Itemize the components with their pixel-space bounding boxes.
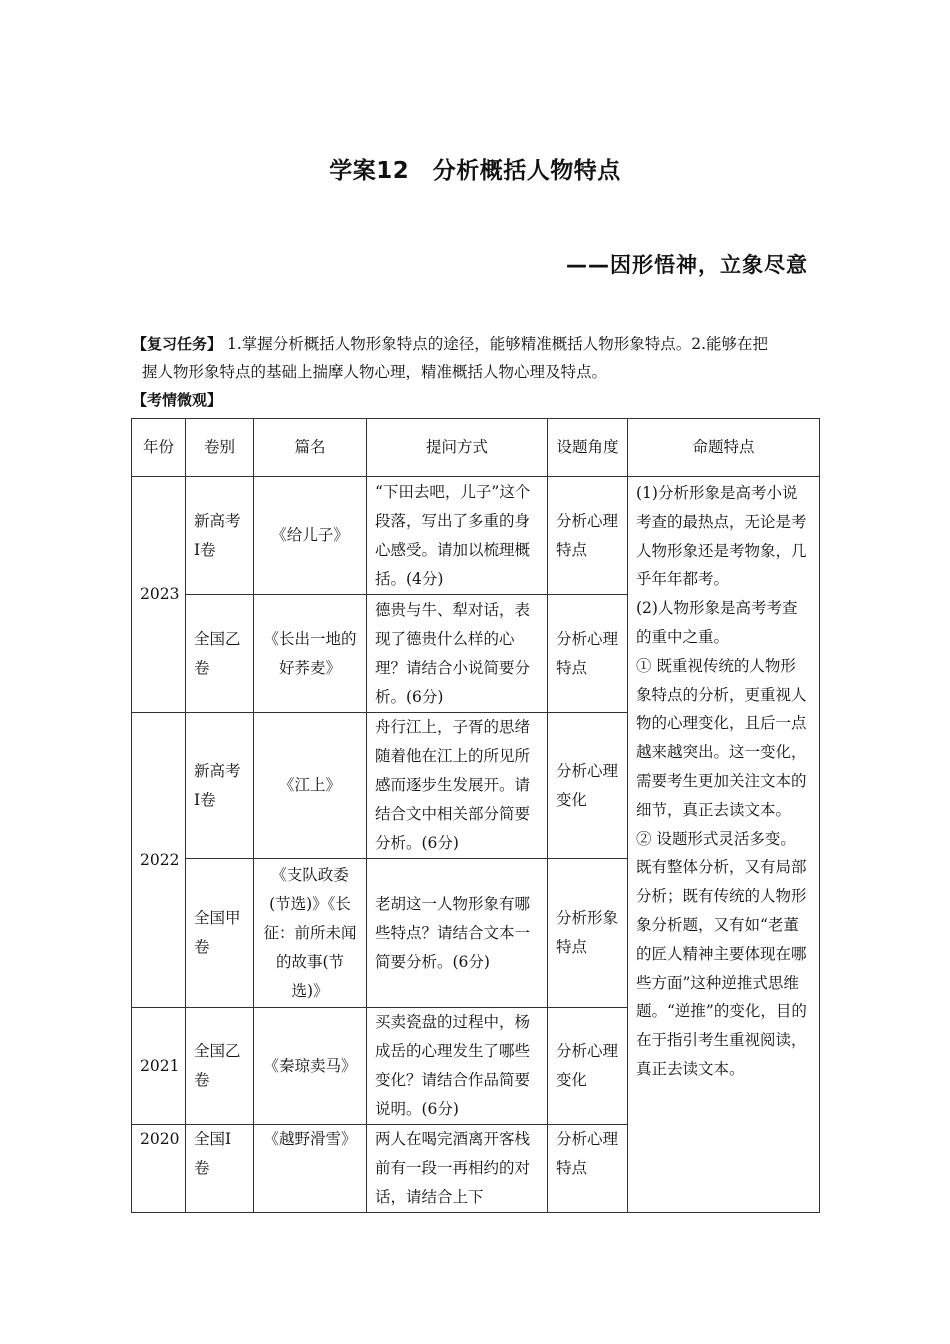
header-angle: 设题角度 (548, 419, 628, 477)
page-subtitle: ——因形悟神，立象尽意 (566, 253, 808, 277)
year-cell: 2021 (132, 1008, 186, 1125)
question-cell: 两人在喝完酒离开客栈前有一段一再相约的对话，请结合上下 (367, 1125, 548, 1213)
year-cell: 2022 (132, 713, 186, 1008)
question-cell: 老胡这一人物形象有哪些特点？请结合文本一简要分析。(6分) (367, 859, 548, 1008)
article-cell: 《越野滑雪》 (254, 1125, 367, 1213)
feature-item: (2)人物形象是高考考查的重中之重。 (636, 599, 798, 646)
question-cell: “下田去吧，儿子”这个段落，写出了多重的身心感受。请加以梳理概括。(4分) (367, 477, 548, 595)
paper-cell: 新高考Ⅰ卷 (186, 713, 254, 859)
review-task-text-1: 1.掌握分析概括人物形象特点的途径，能够精准概括人物形象特点。2.能够在把 (226, 335, 769, 353)
header-article: 篇名 (254, 419, 367, 477)
paper-cell: 全国乙卷 (186, 1008, 254, 1125)
feature-item: ① 既重视传统的人物形象特点的分析，更重视人物的心理变化，且后一点越来越突出。这一变化，需要考生更加关注文本的细节，真正去读文本。 (636, 656, 807, 819)
exam-overview-tag: 【考情微观】 (132, 391, 223, 409)
angle-cell: 分析形象特点 (548, 859, 628, 1008)
paper-cell: 全国Ⅰ卷 (186, 1125, 254, 1213)
feature-item: ② 设题形式灵活多变。既有整体分析，又有局部分析；既有传统的人物形象分析题，又有如“老董的匠人精神主要体现在哪些方面”这种逆推式思维题。“逆推”的变化，目的在于指引考生重视阅读，真正去读文本。 (636, 829, 807, 1078)
header-year: 年份 (132, 419, 186, 477)
year-cell: 2020 (132, 1125, 186, 1213)
year-cell: 2023 (132, 477, 186, 713)
table-row (132, 477, 820, 595)
page-title: 学案12 分析概括人物特点 (329, 158, 621, 184)
review-task (132, 330, 822, 386)
question-cell: 买卖瓷盘的过程中，杨成岳的心理发生了哪些变化？请结合作品简要说明。(6分) (367, 1008, 548, 1125)
exam-table (131, 418, 820, 1213)
angle-cell: 分析心理变化 (548, 1008, 628, 1125)
paper-cell: 新高考Ⅰ卷 (186, 477, 254, 595)
header-features: 命题特点 (628, 419, 820, 477)
article-cell: 《江上》 (254, 713, 367, 859)
feature-item: (1)分析形象是高考小说考查的最热点，无论是考人物形象还是考物象，几乎年年都考。 (636, 484, 807, 589)
question-cell: 舟行江上，子胥的思绪随着他在江上的所见所感而逐步生发展开。请结合文中相关部分简要分析。(6分) (367, 713, 548, 859)
article-cell: 《支队政委(节选)》《长征：前所未闻的故事(节选)》 (254, 859, 367, 1008)
review-task-tag: 【复习任务】 (132, 335, 223, 353)
header-paper: 卷别 (186, 419, 254, 477)
question-cell: 德贵与牛、犁对话，表现了德贵什么样的心理？请结合小说简要分析。(6分) (367, 595, 548, 713)
article-cell: 《长出一地的好荞麦》 (254, 595, 367, 713)
article-cell: 《秦琼卖马》 (254, 1008, 367, 1125)
features-cell (628, 477, 820, 1213)
angle-cell: 分析心理变化 (548, 713, 628, 859)
article-cell: 《给儿子》 (254, 477, 367, 595)
review-task-text-2: 握人物形象特点的基础上揣摩人物心理，精准概括人物心理及特点。 (142, 363, 608, 381)
header-question: 提问方式 (367, 419, 548, 477)
angle-cell: 分析心理特点 (548, 1125, 628, 1213)
table-header-row (132, 419, 820, 477)
paper-cell: 全国甲卷 (186, 859, 254, 1008)
angle-cell: 分析心理特点 (548, 595, 628, 713)
angle-cell: 分析心理特点 (548, 477, 628, 595)
paper-cell: 全国乙卷 (186, 595, 254, 713)
